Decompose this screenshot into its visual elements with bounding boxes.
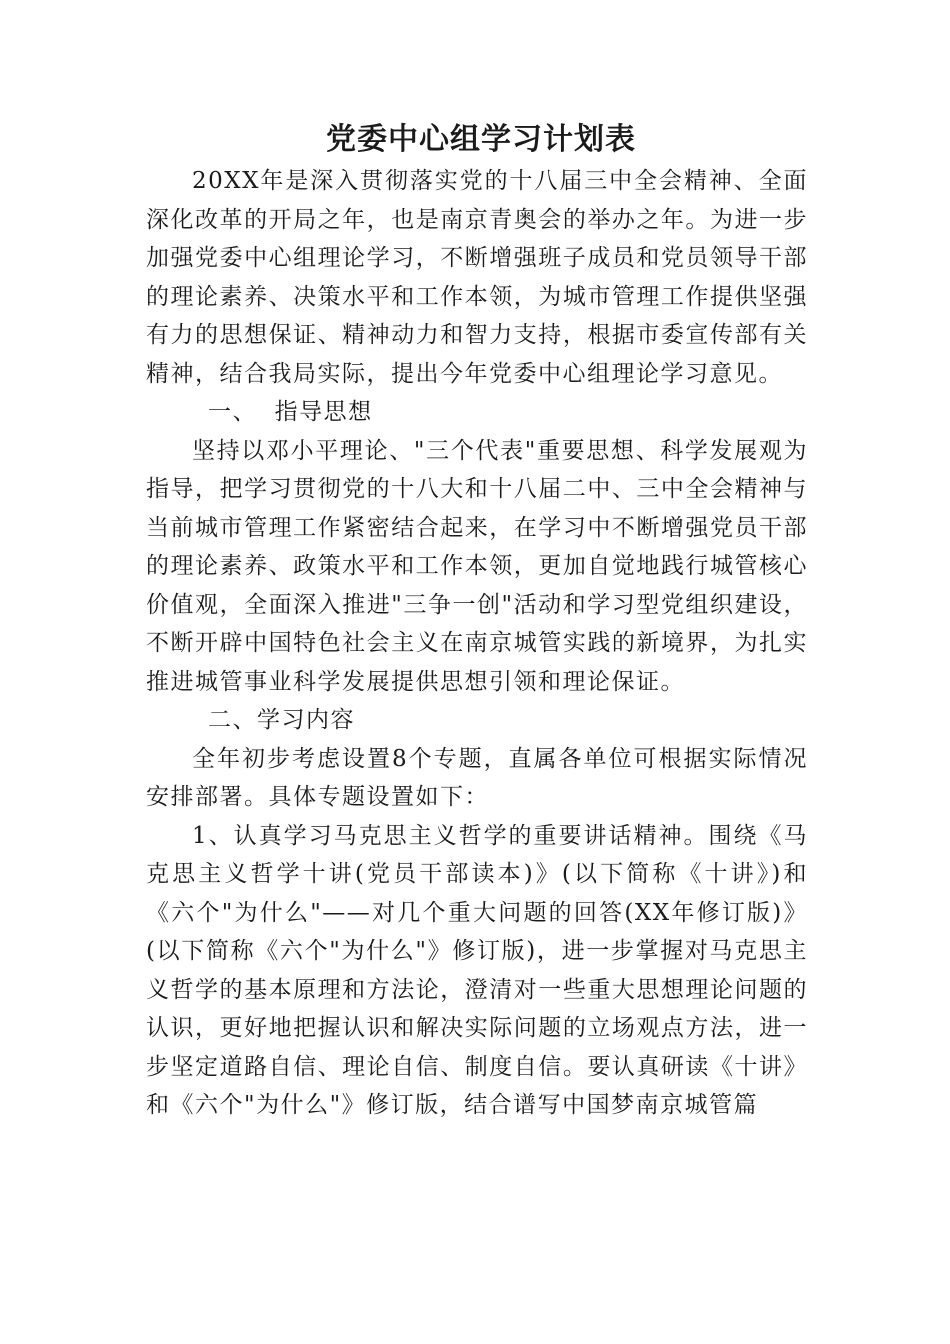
intro-paragraph: 20XX年是深入贯彻落实党的十八届三中全会精神、全面深化改革的开局之年，也是南京青奥会的举办之年。为进一步加强党委中心组理论学习，不断增强班子成员和党员领导干部的理论素养、决策水平和工作本领，为城市管理工作提供坚强有力的思想保证、精神动力和智力支持，根据市委宣传部有关精神，结合我局实际，提出今年党委中心组理论学习意见。 [146,168,808,387]
document-page [146,118,808,1125]
topic-1-paragraph: 1、认真学习马克思主义哲学的重要讲话精神。围绕《马克思主义哲学十讲(党员干部读本)》(以下简称《十讲》)和《六个"为什么"——对几个重大问题的回答(XX年修订版)》(以下简称《六个"为什么"》修订版)，进一步掌握对马克思主义哲学的基本原理和方法论，澄清对一些重大思想理论问题的认识，更好地把握认识和解决实际问题的立场观点方法，进一步坚定道路自信、理论自信、制度自信。要认真研读《十讲》和《六个"为什么"》修订版，结合谱写中国梦南京城管篇 [146,822,808,1118]
section-2-heading: 二、学习内容 [208,707,355,733]
section-1-heading: 一、 指导思想 [208,399,373,425]
section-2-intro-paragraph: 全年初步考虑设置8个专题，直属各单位可根据实际情况安排部署。具体专题设置如下： [146,745,808,810]
section-1-paragraph: 坚持以邓小平理论、"三个代表"重要思想、科学发展观为指导，把学习贯彻党的十八大和十八届二中、三中全会精神与当前城市管理工作紧密结合起来，在学习中不断增强党员干部的理论素养、政策水平和工作本领，更加自觉地践行城管核心价值观，全面深入推进"三争一创"活动和学习型党组织建设，不断开辟中国特色社会主义在南京城管实践的新境界，为扎实推进城管事业科学发展提供思想引领和理论保证。 [146,437,808,695]
document-title: 党委中心组学习计划表 [326,122,636,157]
